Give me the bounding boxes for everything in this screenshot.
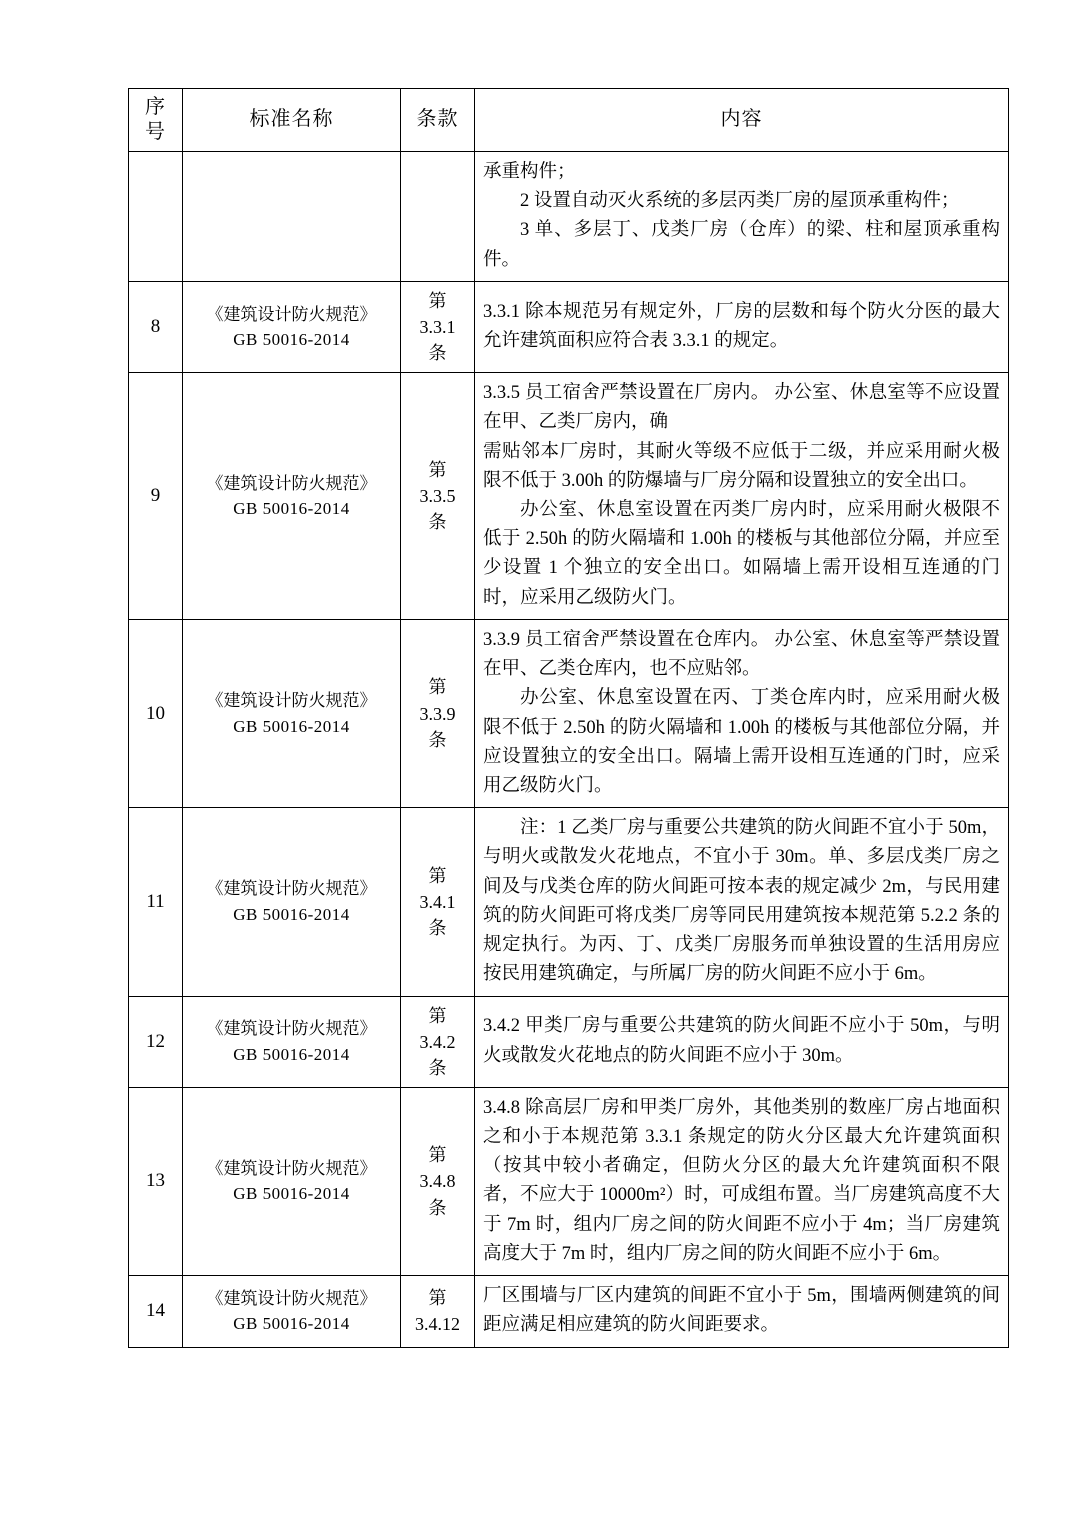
row-seq: 12 [129, 996, 183, 1087]
header-clause: 条款 [401, 89, 475, 152]
standard-title: 《建筑设计防火规范》 [206, 304, 377, 324]
row-seq: 13 [129, 1087, 183, 1275]
header-seq [129, 89, 183, 152]
table-row [129, 373, 1009, 620]
row-content [475, 1087, 1009, 1275]
standard-title: 《建筑设计防火规范》 [206, 1158, 377, 1178]
row-standard-name [183, 281, 401, 372]
row-clause: 第 3.4.12 [401, 1276, 475, 1347]
standard-code: GB 50016-2014 [233, 1314, 350, 1334]
row-content [475, 808, 1009, 996]
row-standard-name [183, 152, 401, 282]
standard-title: 《建筑设计防火规范》 [206, 1288, 377, 1308]
content-paragraph: 办公室、休息室设置在丙、丁类仓库内时，应采用耐火极限不低于 2.50h 的防火隔墙和 1.00h 的楼板与其他部位分隔，并应设置独立的安全出口。隔墙上需开设相互连通的门时，应采用乙级防火门。 [483, 688, 1000, 796]
row-seq: 11 [129, 808, 183, 996]
standard-code: GB 50016-2014 [233, 499, 350, 519]
row-seq: 10 [129, 619, 183, 807]
row-seq [129, 152, 183, 282]
content-paragraph: 3.4.2 甲类厂房与重要公共建筑的防火间距不应小于 50m，与明火或散发火花地点的防火间距不应小于 30m。 [483, 1016, 1000, 1066]
row-seq: 8 [129, 281, 183, 372]
row-standard-name [183, 619, 401, 807]
table-row [129, 1276, 1009, 1347]
content-paragraph: 需贴邻本厂房时，其耐火等级不应低于二级，并应采用耐火极限不低于 3.00h 的防爆墙与厂房分隔和设置独立的安全出口。 [483, 441, 1000, 491]
row-standard-name [183, 996, 401, 1087]
content-paragraph: 3 单、多层丁、戊类厂房（仓库）的梁、柱和屋顶承重构件。 [483, 220, 1000, 270]
standard-code: GB 50016-2014 [233, 716, 350, 736]
header-content: 内容 [475, 89, 1009, 152]
content-paragraph: 3.3.9 员工宿舍严禁设置在仓库内。 办公室、休息室等严禁设置在甲、乙类仓库内，也不应贴邻。 [483, 629, 1000, 680]
content-paragraph: 2 设置自动灭火系统的多层丙类厂房的屋顶承重构件； [520, 191, 960, 212]
standard-code: GB 50016-2014 [233, 330, 350, 350]
row-content [475, 152, 1009, 282]
content-paragraph: 办公室、休息室设置在丙类厂房内时，应采用耐火极限不低于 2.50h 的防火隔墙和 1.00h 的楼板与其他部位分隔，并应至少设置 1 个独立的安全出口。如隔墙上需开设相互连通的门时，应采用乙级防火门。 [483, 500, 1000, 608]
table-row [129, 152, 1009, 282]
row-clause: 第 3.3.5 条 [401, 373, 475, 620]
row-clause: 第 3.4.2 条 [401, 996, 475, 1087]
table-row [129, 808, 1009, 996]
table-header-row [129, 89, 1009, 152]
row-content [475, 619, 1009, 807]
row-clause: 第 3.3.1 条 [401, 281, 475, 372]
row-clause: 第 3.4.8 条 [401, 1087, 475, 1275]
header-seq-line2: 号 [145, 121, 166, 143]
row-standard-name [183, 373, 401, 620]
table-row [129, 281, 1009, 372]
content-paragraph: 3.3.5 员工宿舍严禁设置在厂房内。 办公室、休息室等不应设置在甲、乙类厂房内，确 [483, 383, 1000, 433]
content-paragraph: 3.4.8 除高层厂房和甲类厂房外，其他类别的数座厂房占地面积之和小于本规范第 3.3.1 条规定的防火分区最大允许建筑面积（按其中较小者确定，但防火分区的最大允许建筑面积不限者，不应大于 10000m²）时，可成组布置。当厂房建筑高度不大于 7m 时，组内厂房之间的防火间距不应小于 4m；当厂房建筑高度大于 7m 时，组内厂房之间的防火间距不应小于 6m。 [483, 1097, 1000, 1264]
table-row [129, 1087, 1009, 1275]
row-content [475, 996, 1009, 1087]
header-standard-name: 标准名称 [183, 89, 401, 152]
standard-code: GB 50016-2014 [233, 904, 350, 924]
standards-table [128, 88, 1009, 1348]
content-paragraph: 厂区围墙与厂区内建筑的间距不宜小于 5m，围墙两侧建筑的间距应满足相应建筑的防火间距要求。 [483, 1286, 1000, 1336]
standard-code: GB 50016-2014 [233, 1184, 350, 1204]
standard-title: 《建筑设计防火规范》 [206, 691, 377, 711]
table-row [129, 619, 1009, 807]
standard-title: 《建筑设计防火规范》 [206, 879, 377, 899]
standard-title: 《建筑设计防火规范》 [206, 1019, 377, 1039]
row-clause: 第 3.3.9 条 [401, 619, 475, 807]
table-row [129, 996, 1009, 1087]
header-seq-line1: 序 [145, 96, 166, 118]
row-seq: 9 [129, 373, 183, 620]
standard-code: GB 50016-2014 [233, 1044, 350, 1064]
row-content [475, 1276, 1009, 1347]
row-standard-name [183, 808, 401, 996]
row-content [475, 373, 1009, 620]
row-clause [401, 152, 475, 282]
row-standard-name [183, 1276, 401, 1347]
content-paragraph: 3.3.1 除本规范另有规定外，厂房的层数和每个防火分医的最大允许建筑面积应符合表 3.3.1 的规定。 [483, 301, 1000, 352]
table-header [129, 89, 1009, 152]
content-paragraph: 承重构件； [483, 162, 576, 182]
content-paragraph: 注：1 乙类厂房与重要公共建筑的防火间距不宜小于 50m，与明火或散发火花地点，不宜小于 30m。单、多层戊类厂房之间及与戊类仓库的防火间距可按本表的规定减少 2m，与民用建筑的防火间距可将戊类厂房等同民用建筑按本规范第 5.2.2 条的规定执行。为丙、丁、戊类厂房服务而单独设置的生活用房应按民用建筑确定，与所属厂房的防火间距不应小于 6m。 [483, 818, 1000, 985]
row-content [475, 281, 1009, 372]
table-body [129, 152, 1009, 1348]
row-seq: 14 [129, 1276, 183, 1347]
row-clause: 第 3.4.1 条 [401, 808, 475, 996]
standard-title: 《建筑设计防火规范》 [206, 473, 377, 493]
row-standard-name [183, 1087, 401, 1275]
